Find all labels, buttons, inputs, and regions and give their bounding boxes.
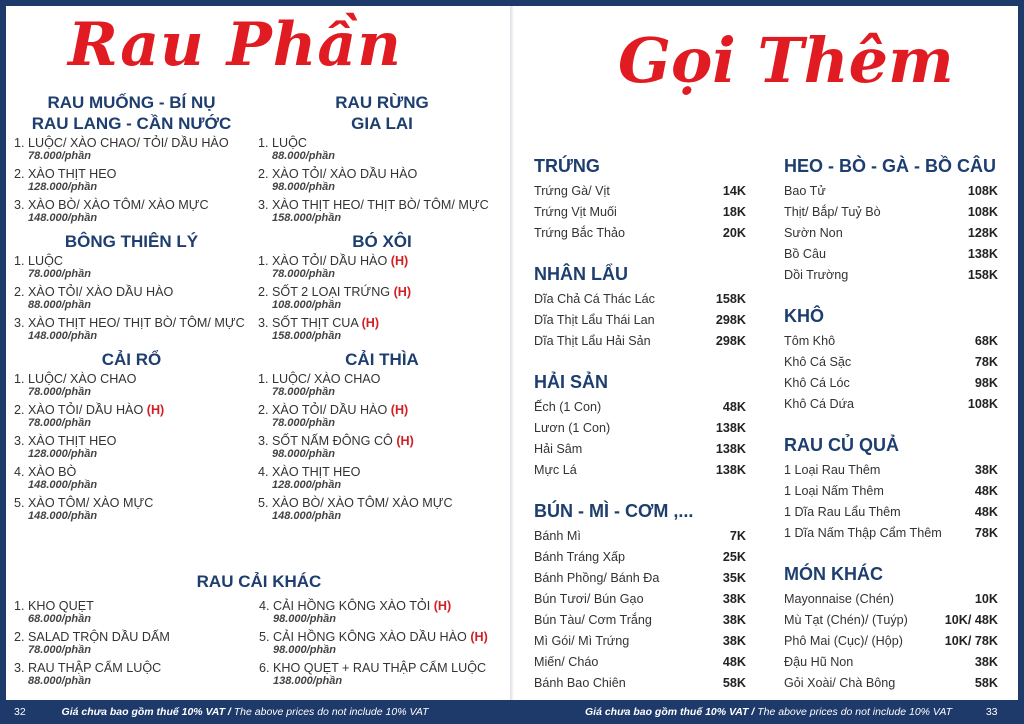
list-item (14, 372, 249, 399)
menu-row (534, 673, 746, 694)
item-price: 98.000/phần (272, 448, 335, 460)
item-name: Gỏi Xoài/ Chà Bông (784, 676, 896, 690)
left-column-2 (258, 92, 506, 529)
menu-row (784, 652, 998, 673)
item-list (259, 599, 504, 692)
item-name: XÀO BÒ (28, 465, 77, 479)
list-item (14, 167, 249, 194)
list-item (14, 198, 249, 225)
menu-section (784, 305, 998, 415)
item-name: XÀO TỎI/ XÀO DẦU HÀO (272, 167, 418, 181)
section-heading: NHÂN LẨU (534, 264, 628, 284)
item-name: Khô Cá Lóc (784, 376, 850, 390)
item-price: 78.000/phần (28, 644, 91, 656)
item-price: 78.000/phần (272, 417, 335, 429)
item-number: 5. (259, 630, 270, 644)
item-name: Bồ Câu (784, 247, 827, 261)
item-number: 3. (258, 198, 269, 212)
item-price: 108K (967, 205, 998, 219)
section-heading (14, 349, 249, 370)
menu-row (534, 460, 746, 481)
section-rau-cai-khac (14, 571, 504, 692)
list-item (14, 403, 249, 430)
list-item (258, 198, 506, 225)
list-item (14, 285, 249, 312)
menu-row (534, 223, 746, 244)
item-price: 128K (967, 226, 998, 240)
menu-row (534, 439, 746, 460)
item-list (258, 136, 506, 225)
hot-marker: (H) (433, 599, 452, 613)
item-name: RAU THẬP CẨM LUỘC (28, 661, 162, 675)
item-name: Mayonnaise (Chén) (784, 592, 894, 606)
item-price: 108K (967, 184, 998, 198)
list-item (258, 434, 506, 461)
item-name: XÀO BÒ/ XÀO TÔM/ XÀO MỰC (28, 198, 209, 212)
item-price: 298K (715, 313, 746, 327)
menu-row (534, 202, 746, 223)
item-name: Khô Cá Sặc (784, 355, 852, 369)
hot-marker: (H) (146, 403, 165, 417)
item-price: 148.000/phần (28, 479, 98, 491)
item-name: SỐT NẤM ĐÔNG CÔ (272, 434, 393, 448)
item-name: XÀO TỎI/ DẦU HÀO (28, 403, 144, 417)
item-number: 2. (258, 167, 269, 181)
menu-row (784, 589, 998, 610)
item-price: 38K (974, 463, 998, 477)
section-heading: MÓN KHÁC (784, 564, 883, 584)
item-price: 78.000/phần (272, 268, 335, 280)
menu-row (784, 502, 998, 523)
section-heading-line: BÓ XÔI (352, 232, 412, 251)
right-footer (585, 700, 998, 724)
item-price: 298K (715, 334, 746, 348)
item-name: Tôm Khô (784, 334, 836, 348)
item-name: Trứng Vịt Muối (534, 205, 617, 219)
item-price: 38K (974, 655, 998, 669)
vat-note-en: The above prices do not include 10% VAT (754, 706, 952, 718)
menu-section (534, 371, 746, 481)
item-price: 48K (722, 655, 746, 669)
list-item (258, 403, 506, 430)
section-heading-line: CẢI RỔ (101, 350, 162, 369)
hot-marker: (H) (470, 630, 488, 644)
list-item (258, 167, 506, 194)
item-price: 58K (722, 676, 746, 690)
menu-row (784, 523, 998, 544)
item-name: Đậu Hũ Non (784, 655, 854, 669)
item-name: Mì Gói/ Mì Trứng (534, 634, 630, 648)
menu-row (784, 202, 998, 223)
item-price: 158.000/phần (272, 212, 342, 224)
menu-row (534, 610, 746, 631)
item-name: XÀO TỎI/ XÀO DẦU HÀO (28, 285, 174, 299)
menu-row (784, 631, 998, 652)
section-heading: HẢI SẢN (534, 372, 609, 392)
list-item (258, 136, 506, 163)
item-name: 1 Dĩa Rau Lẩu Thêm (784, 505, 901, 519)
item-price: 38K (722, 613, 746, 627)
item-number: 4. (258, 465, 269, 479)
item-price: 68.000/phần (28, 613, 91, 625)
item-name: Dĩa Chả Cá Thác Lác (534, 292, 655, 306)
item-number: 1. (258, 254, 269, 268)
menu-row (534, 547, 746, 568)
section-heading: HEO - BÒ - GÀ - BỒ CÂU (784, 156, 996, 176)
section-heading: RAU CỦ QUẢ (784, 435, 899, 455)
menu-row (784, 181, 998, 202)
item-price: 88.000/phần (28, 299, 91, 311)
menu-row (784, 331, 998, 352)
item-name: LUỘC/ XÀO CHAO (272, 372, 381, 386)
item-price: 148.000/phần (28, 212, 98, 224)
item-price: 98.000/phần (273, 644, 336, 656)
item-name: SALAD TRỘN DẦU DẤM (28, 630, 170, 644)
right-page (514, 6, 1018, 700)
item-list (14, 372, 249, 523)
item-list (14, 136, 249, 225)
item-name: SỐT 2 LOẠI TRỨNG (272, 285, 391, 299)
item-name: Mực Lá (534, 463, 577, 477)
item-name: XÀO THỊT HEO/ THỊT BÒ/ TÔM/ MỰC (28, 316, 245, 330)
item-name: Ếch (1 Con) (534, 400, 602, 414)
menu-section (534, 155, 746, 244)
item-number: 5. (258, 496, 269, 510)
section-heading (258, 231, 506, 252)
list-item (14, 599, 259, 626)
item-price: 48K (974, 484, 998, 498)
menu-section (784, 434, 998, 544)
list-item (14, 465, 249, 492)
menu-section (534, 500, 746, 694)
item-price: 148.000/phần (272, 510, 342, 522)
hot-marker: (H) (396, 434, 414, 448)
menu-section (784, 563, 998, 694)
item-price: 98K (974, 376, 998, 390)
item-name: Bún Tươi/ Bún Gạo (534, 592, 644, 606)
section-heading: TRỨNG (534, 156, 600, 176)
section-heading (14, 92, 249, 134)
item-price: 10K (974, 592, 998, 606)
right-column-1 (534, 155, 746, 700)
item-list (258, 372, 506, 523)
item-price: 88.000/phần (28, 675, 91, 687)
item-name: Thịt/ Bắp/ Tuỷ Bò (784, 205, 881, 219)
item-number: 3. (258, 434, 269, 448)
item-name: Trứng Bắc Thảo (534, 226, 626, 240)
item-name: Dồi Trường (784, 268, 849, 282)
item-name: Hải Sâm (534, 442, 583, 456)
list-item (14, 496, 249, 523)
item-price: 138K (715, 421, 746, 435)
item-name: Khô Cá Dứa (784, 397, 855, 411)
item-name: Miến/ Cháo (534, 655, 599, 669)
item-name: XÀO THỊT HEO (272, 465, 361, 479)
list-item (14, 316, 249, 343)
item-number: 1. (258, 136, 269, 150)
section-heading (258, 349, 506, 370)
left-page (6, 6, 510, 700)
item-name: Bún Tàu/ Cơm Trắng (534, 613, 652, 627)
menu-section (258, 349, 506, 523)
menu-row (534, 331, 746, 352)
menu-row (534, 397, 746, 418)
list-item (14, 434, 249, 461)
item-number: 1. (14, 372, 25, 386)
item-name: Bánh Tráng Xấp (534, 550, 626, 564)
menu-section (14, 349, 249, 523)
item-price: 10K/ 78K (944, 634, 998, 648)
item-name: XÀO TỎI/ DẦU HÀO (272, 403, 388, 417)
item-name: Sườn Non (784, 226, 843, 240)
item-price: 48K (722, 400, 746, 414)
menu-section (534, 263, 746, 352)
item-number: 3. (14, 434, 25, 448)
menu-row (784, 223, 998, 244)
menu-row (534, 652, 746, 673)
item-name: Dĩa Thịt Lẩu Hải Sản (534, 334, 651, 348)
item-number: 2. (258, 285, 269, 299)
menu-row (784, 244, 998, 265)
item-price: 20K (722, 226, 746, 240)
item-price: 108K (967, 397, 998, 411)
item-price: 58K (974, 676, 998, 690)
menu-row (784, 373, 998, 394)
item-number: 1. (14, 599, 25, 613)
item-price: 158K (967, 268, 998, 282)
section-heading-line: CẢI THÌA (345, 350, 419, 369)
item-name: XÀO TÔM/ XÀO MỰC (28, 496, 154, 510)
hot-marker: (H) (390, 254, 409, 268)
item-price: 38K (722, 634, 746, 648)
item-name: KHO QUẸT (28, 599, 94, 613)
section-heading (14, 231, 249, 252)
item-name: Bánh Mì (534, 529, 581, 543)
item-number: 3. (14, 661, 25, 675)
item-name: LUỘC/ XÀO CHAO (28, 372, 137, 386)
list-item (14, 630, 259, 657)
list-item (258, 465, 506, 492)
item-price: 78.000/phần (28, 386, 91, 398)
section-heading-line: BÔNG THIÊN LÝ (64, 232, 199, 251)
menu-section (258, 231, 506, 343)
section-heading-line: GIA LAI (351, 114, 413, 133)
menu-row (784, 352, 998, 373)
left-column-1 (14, 92, 249, 529)
item-number: 2. (14, 630, 25, 644)
right-column-2 (784, 155, 998, 700)
item-price: 48K (974, 505, 998, 519)
menu-row (534, 181, 746, 202)
item-price: 78K (974, 526, 998, 540)
item-price: 158K (715, 292, 746, 306)
item-number: 3. (258, 316, 269, 330)
item-price: 88.000/phần (272, 150, 335, 162)
vat-note-vi: Giá chưa bao gồm thuế 10% VAT / (61, 706, 231, 718)
left-footer (14, 700, 429, 724)
item-name: CẢI HỒNG KÔNG XÀO DẦU HÀO (273, 630, 467, 644)
item-price: 18K (722, 205, 746, 219)
menu-row (534, 289, 746, 310)
item-price: 138.000/phần (273, 675, 343, 687)
list-item (258, 316, 506, 343)
item-name: CẢI HỒNG KÔNG XÀO TỎI (273, 599, 431, 613)
list-item (14, 661, 259, 688)
item-list (14, 599, 259, 692)
menu-row (534, 568, 746, 589)
item-price: 78.000/phần (28, 268, 91, 280)
menu-row (784, 265, 998, 286)
item-number: 1. (14, 136, 25, 150)
vat-note-vi: Giá chưa bao gồm thuế 10% VAT / (585, 706, 755, 718)
menu-section (258, 92, 506, 225)
item-name: LUỘC (28, 254, 64, 268)
list-item (258, 372, 506, 399)
section-heading-line: RAU MUỐNG - BÍ NỤ (47, 93, 216, 112)
left-page-title: Rau Phần (68, 10, 402, 80)
list-item (258, 254, 506, 281)
item-price: 148.000/phần (28, 330, 98, 342)
list-item (259, 630, 504, 657)
item-list (258, 254, 506, 343)
item-number: 5. (14, 496, 25, 510)
menu-section (784, 155, 998, 286)
list-item (14, 254, 249, 281)
item-number: 1. (258, 372, 269, 386)
item-name: Bánh Bao Chiên (534, 676, 626, 690)
item-name: Trứng Gà/ Vịt (534, 184, 610, 198)
item-price: 98.000/phần (273, 613, 336, 625)
item-name: Phô Mai (Cục)/ (Hộp) (784, 634, 903, 648)
item-name: Lươn (1 Con) (534, 421, 611, 435)
item-price: 68K (974, 334, 998, 348)
item-price: 78K (974, 355, 998, 369)
menu-row (534, 526, 746, 547)
section-heading-line: RAU LANG - CẦN NƯỚC (31, 114, 232, 133)
item-price: 128.000/phần (28, 448, 98, 460)
item-name: XÀO THỊT HEO/ THỊT BÒ/ TÔM/ MỰC (272, 198, 489, 212)
hot-marker: (H) (361, 316, 380, 330)
section-heading: KHÔ (784, 306, 824, 326)
item-name: Bánh Phồng/ Bánh Đa (534, 571, 660, 585)
menu-row (534, 418, 746, 439)
item-name: Mù Tạt (Chén)/ (Tuýp) (784, 613, 908, 627)
item-price: 35K (722, 571, 746, 585)
item-price: 158.000/phần (272, 330, 342, 342)
hot-marker: (H) (390, 403, 409, 417)
list-item (259, 661, 504, 688)
item-number: 6. (259, 661, 270, 675)
item-number: 1. (14, 254, 25, 268)
item-price: 108.000/phần (272, 299, 342, 311)
menu-row (784, 610, 998, 631)
item-name: LUỘC/ XÀO CHAO/ TỎI/ DẦU HÀO (28, 136, 229, 150)
item-name: Dĩa Thịt Lẩu Thái Lan (534, 313, 655, 327)
menu-section (14, 231, 249, 343)
item-price: 38K (722, 592, 746, 606)
item-number: 2. (258, 403, 269, 417)
item-name: LUỘC (272, 136, 308, 150)
item-name: XÀO THỊT HEO (28, 167, 117, 181)
menu-row (784, 394, 998, 415)
item-price: 138K (715, 442, 746, 456)
item-name: XÀO TỎI/ DẦU HÀO (272, 254, 388, 268)
item-number: 2. (14, 285, 25, 299)
item-price: 138K (967, 247, 998, 261)
item-name: XÀO THỊT HEO (28, 434, 117, 448)
item-number: 4. (14, 465, 25, 479)
right-page-title: Gọi Thêm (618, 24, 954, 97)
item-number: 4. (259, 599, 270, 613)
vat-note-en: The above prices do not include 10% VAT (230, 706, 429, 718)
item-price: 128.000/phần (272, 479, 342, 491)
item-price: 78.000/phần (28, 417, 91, 429)
menu-row (784, 481, 998, 502)
item-price: 14K (722, 184, 746, 198)
menu-row (534, 589, 746, 610)
right-border (1018, 0, 1024, 724)
item-number: 2. (14, 167, 25, 181)
page-number: 32 (14, 706, 26, 718)
list-item (259, 599, 504, 626)
menu-row (784, 673, 998, 694)
item-price: 138K (715, 463, 746, 477)
item-name: XÀO BÒ/ XÀO TÔM/ XÀO MỰC (272, 496, 453, 510)
item-price: 78.000/phần (28, 150, 91, 162)
item-price: 148.000/phần (28, 510, 98, 522)
item-price: 7K (729, 529, 746, 543)
section-heading-line: RAU RỪNG (335, 93, 429, 112)
item-name: SỐT THỊT CUA (272, 316, 359, 330)
item-list (14, 254, 249, 343)
menu-row (784, 460, 998, 481)
hot-marker: (H) (393, 285, 412, 299)
list-item (258, 496, 506, 523)
item-name: 1 Loại Rau Thêm (784, 463, 881, 477)
item-price: 78.000/phần (272, 386, 335, 398)
item-name: KHO QUẸT + RAU THẬP CẨM LUỘC (273, 661, 487, 675)
item-number: 3. (14, 316, 25, 330)
item-name: Bao Tử (784, 184, 826, 198)
menu-row (534, 631, 746, 652)
list-item (14, 136, 249, 163)
section-heading: BÚN - MÌ - CƠM ,... (534, 501, 694, 521)
menu-section (14, 92, 249, 225)
item-price: 98.000/phần (272, 181, 335, 193)
item-name: 1 Dĩa Nấm Thập Cẩm Thêm (784, 526, 942, 540)
item-name: 1 Loại Nấm Thêm (784, 484, 884, 498)
item-price: 10K/ 48K (944, 613, 998, 627)
item-number: 3. (14, 198, 25, 212)
item-price: 25K (722, 550, 746, 564)
item-number: 2. (14, 403, 25, 417)
page-number: 33 (985, 706, 998, 718)
menu-row (534, 310, 746, 331)
item-price: 128.000/phần (28, 181, 98, 193)
section-heading (258, 92, 506, 134)
section-heading: RAU CẢI KHÁC (196, 572, 322, 591)
list-item (258, 285, 506, 312)
